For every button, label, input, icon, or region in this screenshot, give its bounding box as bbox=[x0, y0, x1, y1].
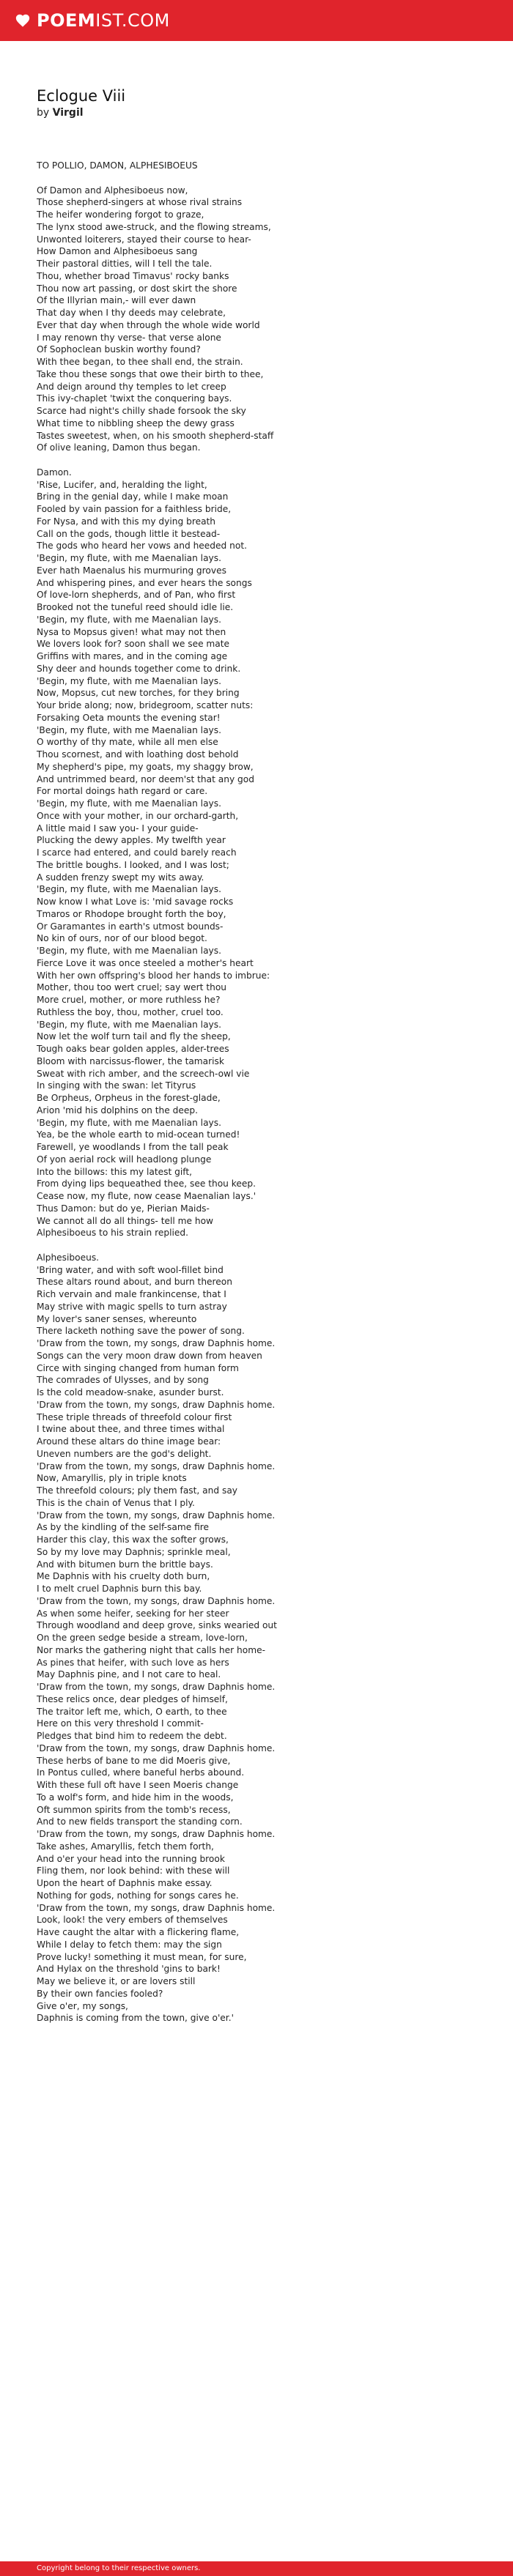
poem-line: 'Draw from the town, my songs, draw Daphnis home. bbox=[37, 1460, 276, 1471]
poem-line: And untrimmed beard, nor deem'st that any god bbox=[37, 773, 254, 784]
copyright-text: Copyright belong to their respective owners. bbox=[37, 2564, 201, 2572]
poem-line: 'Draw from the town, my songs, draw Daphnis home. bbox=[37, 1338, 276, 1348]
poem-line: Circe with singing changed from human form bbox=[37, 1362, 239, 1373]
poem-line: Harder this clay, this wax the softer grows, bbox=[37, 1534, 229, 1545]
poem-line: Me Daphnis with his cruelty doth burn, bbox=[37, 1571, 210, 1582]
poem-line: The traitor left me, which, O earth, to thee bbox=[37, 1706, 227, 1717]
poem-line: Take ashes, Amaryllis, fetch them forth, bbox=[37, 1841, 214, 1852]
poem-line: A sudden frenzy swept my wits away. bbox=[37, 872, 204, 883]
poem-line: So by my love may Daphnis; sprinkle meal, bbox=[37, 1546, 231, 1557]
poem-line: Nysa to Mopsus given! what may not then bbox=[37, 626, 226, 637]
poem-line: How Damon and Alphesiboeus sang bbox=[37, 246, 198, 257]
poem-line: Give o'er, my songs, bbox=[37, 2000, 128, 2011]
poem-line: Here on this very threshold I commit- bbox=[37, 1718, 204, 1729]
poem-line: Thou, whether broad Timavus' rocky banks bbox=[37, 270, 229, 281]
poem-line: Fooled by vain passion for a faithless bride, bbox=[37, 504, 232, 514]
poem-line: And with bitumen burn the brittle bays. bbox=[37, 1559, 213, 1570]
poem-line: Of olive leaning, Damon thus began. bbox=[37, 442, 201, 453]
poem-line: Of Damon and Alphesiboeus now, bbox=[37, 185, 188, 196]
poem-line: The lynx stood awe-struck, and the flowing streams, bbox=[37, 221, 271, 232]
poem-line: 'Begin, my flute, with me Maenalian lays. bbox=[37, 675, 221, 686]
poem-line: 'Draw from the town, my songs, draw Daphnis home. bbox=[37, 1829, 276, 1839]
poem-line: 'Draw from the town, my songs, draw Daphnis home. bbox=[37, 1399, 276, 1410]
poem-line: This is the chain of Venus that I ply. bbox=[37, 1497, 195, 1508]
poem-line: These relics once, dear pledges of himself, bbox=[37, 1693, 228, 1704]
poem-line: 'Draw from the town, my songs, draw Daphnis home. bbox=[37, 1902, 276, 1913]
poem-line: Ever hath Maenalus his murmuring groves bbox=[37, 565, 226, 576]
poem-line: Thus Damon: but do ye, Pierian Maids- bbox=[37, 1203, 210, 1214]
poem-line: Prove lucky! something it must mean, for sure, bbox=[37, 1951, 247, 1962]
poem-line: Take thou these songs that owe their birth to thee, bbox=[37, 368, 264, 379]
poem-line: Damon. bbox=[37, 467, 72, 478]
poem-line: Or Garamantes in earth's utmost bounds- bbox=[37, 921, 224, 932]
poem-line: Your bride along; now, bridegroom, scatter nuts: bbox=[37, 700, 254, 710]
poem-line: O worthy of thy mate, while all men else bbox=[37, 737, 218, 748]
poem-line: 'Begin, my flute, with me Maenalian lays. bbox=[37, 553, 221, 563]
poem-stanza bbox=[37, 467, 484, 1239]
poem-line: Thou scornest, and with loathing dost behold bbox=[37, 749, 239, 760]
poem-line: Upon the heart of Daphnis make essay. bbox=[37, 1878, 213, 1888]
site-name-light: IST.COM bbox=[95, 10, 170, 31]
poem-line: Uneven numbers are the god's delight. bbox=[37, 1448, 212, 1459]
poem-line: The comrades of Ulysses, and by song bbox=[37, 1375, 209, 1386]
poem-line: Forsaking Oeta mounts the evening star! bbox=[37, 712, 221, 723]
poem-line: In singing with the swan: let Tityrus bbox=[37, 1080, 196, 1091]
poem-line: Into the billows: this my latest gift, bbox=[37, 1166, 193, 1177]
poem-line: Bring in the genial day, while I make moan bbox=[37, 491, 229, 502]
poem-line: 'Begin, my flute, with me Maenalian lays. bbox=[37, 1019, 221, 1030]
poem-line: I may renown thy verse- that verse alone bbox=[37, 332, 221, 343]
poem-line: There lacketh nothing save the power of song. bbox=[37, 1326, 245, 1337]
poem-line: And Hylax on the threshold 'gins to bark! bbox=[37, 1964, 221, 1975]
poem-title: Eclogue Viii bbox=[37, 87, 126, 105]
poem-line: On the green sedge beside a stream, love-lorn, bbox=[37, 1633, 248, 1643]
poem-line: Around these altars do thine image bear: bbox=[37, 1436, 221, 1447]
poem-line: Pledges that bind him to redeem the debt. bbox=[37, 1731, 227, 1741]
poem-line: Have caught the altar with a flickering flame, bbox=[37, 1927, 240, 1937]
poem-line: Tastes sweetest, when, on his smooth shepherd-staff bbox=[37, 430, 274, 441]
poem-line: From dying lips bequeathed thee, see thou keep. bbox=[37, 1178, 256, 1189]
poem-line: Tough oaks bear golden apples, alder-trees bbox=[37, 1044, 229, 1054]
poem-line: Thou now art passing, or dost skirt the shore bbox=[37, 283, 237, 294]
poem-line: With her own offspring's blood her hands to imbrue: bbox=[37, 970, 270, 981]
poem-line: Mother, thou too wert cruel; say wert thou bbox=[37, 982, 227, 993]
poem-line: 'Begin, my flute, with me Maenalian lays. bbox=[37, 946, 221, 956]
poem-line: Daphnis is coming from the town, give o'er.' bbox=[37, 2013, 234, 2024]
byline bbox=[37, 106, 476, 119]
poem-line: Oft summon spirits from the tomb's recess, bbox=[37, 1804, 231, 1815]
poem-line: 'Begin, my flute, with me Maenalian lays. bbox=[37, 884, 221, 895]
poem-line: 'Begin, my flute, with me Maenalian lays. bbox=[37, 614, 221, 625]
poem-line: And o'er your head into the running brook bbox=[37, 1853, 225, 1864]
poem-line: Of the Illyrian main,- will ever dawn bbox=[37, 295, 196, 306]
poem-line: Fling them, nor look behind: with these will bbox=[37, 1866, 230, 1877]
poem-line: 'Draw from the town, my songs, draw Daphnis home. bbox=[37, 1510, 276, 1521]
poem-line: May strive with magic spells to turn astray bbox=[37, 1301, 227, 1312]
poem-line: These herbs of bane to me did Moeris give, bbox=[37, 1755, 231, 1766]
poem-stanza bbox=[37, 185, 484, 455]
poem-line: My shepherd's pipe, my goats, my shaggy brow, bbox=[37, 761, 254, 772]
poem-line: 'Bring water, and with soft wool-fillet bind bbox=[37, 1264, 224, 1275]
poem-line: Alphesiboeus. bbox=[37, 1252, 100, 1263]
poem-line: 'Draw from the town, my songs, draw Daphnis home. bbox=[37, 1742, 276, 1753]
poem-line: Now know I what Love is: 'mid savage rocks bbox=[37, 897, 234, 907]
poem-line: And to new fields transport the standing corn. bbox=[37, 1816, 243, 1827]
footer bbox=[0, 2561, 513, 2576]
poem-line: Shy deer and hounds together come to drink. bbox=[37, 663, 241, 674]
poem-line: Nor marks the gathering night that calls her home- bbox=[37, 1644, 265, 1655]
poem-line: I to melt cruel Daphnis burn this bay. bbox=[37, 1584, 202, 1594]
poem-line: 'Draw from the town, my songs, draw Daphnis home. bbox=[37, 1595, 276, 1606]
poem-line: While I delay to fetch them: may the sign bbox=[37, 1939, 222, 1950]
poem-line: And whispering pines, and ever hears the songs bbox=[37, 577, 252, 588]
poem-line: Now, Mopsus, cut new torches, for they bring bbox=[37, 688, 240, 699]
poem-line: And deign around thy temples to let creep bbox=[37, 381, 226, 392]
poem-line: Cease now, my flute, now cease Maenalian lays.' bbox=[37, 1191, 256, 1201]
poem-line: TO POLLIO, DAMON, ALPHESIBOEUS bbox=[37, 160, 198, 171]
poem-line: Arion 'mid his dolphins on the deep. bbox=[37, 1105, 198, 1116]
poem-line: With thee began, to thee shall end, the strain. bbox=[37, 357, 243, 367]
author-link[interactable]: Virgil bbox=[52, 107, 84, 119]
poem-line: This ivy-chaplet 'twixt the conquering bays. bbox=[37, 393, 232, 404]
site-name bbox=[37, 10, 170, 31]
poem-line: Brooked not the tuneful reed should idle lie. bbox=[37, 602, 234, 612]
poem-line: That day when I thy deeds may celebrate, bbox=[37, 308, 226, 318]
poem-line: Tmaros or Rhodope brought forth the boy, bbox=[37, 908, 226, 919]
poem-line: Their pastoral ditties, will I tell the tale. bbox=[37, 259, 213, 269]
heart-icon bbox=[15, 12, 31, 29]
poem-line: 'Draw from the town, my songs, draw Daphnis home. bbox=[37, 1682, 276, 1692]
poem-line: Be Orpheus, Orpheus in the forest-glade, bbox=[37, 1093, 221, 1103]
poem-line: Rich vervain and male frankincense, that I bbox=[37, 1289, 226, 1299]
poem-line: May Daphnis pine, and I not care to heal. bbox=[37, 1669, 221, 1680]
poem-line: For mortal doings hath regard or care. bbox=[37, 786, 208, 797]
poem-line: Look, look! the very embers of themselves bbox=[37, 1915, 228, 1926]
poem-line: By their own fancies fooled? bbox=[37, 1988, 163, 1999]
poem-line: Is the cold meadow-snake, asunder burst. bbox=[37, 1387, 224, 1398]
poem-line: We cannot all do all things- tell me how bbox=[37, 1215, 214, 1226]
poem-line: My lover's saner senses, whereunto bbox=[37, 1313, 197, 1324]
site-name-bold: POEM bbox=[37, 10, 96, 31]
poem-line: Bloom with narcissus-flower, the tamarisk bbox=[37, 1055, 224, 1066]
poem-stanza bbox=[37, 160, 484, 172]
poem-line: 'Begin, my flute, with me Maenalian lays. bbox=[37, 724, 221, 735]
poem-line: A little maid I saw you- I your guide- bbox=[37, 823, 199, 834]
poem-line: Of Sophoclean buskin worthy found? bbox=[37, 344, 201, 355]
poem-line: I twine about thee, and three times withal bbox=[37, 1424, 225, 1435]
poem-line: In Pontus culled, where baneful herbs abound. bbox=[37, 1767, 245, 1778]
poem-line: May we believe it, or are lovers still bbox=[37, 1976, 196, 1986]
poem-line: With these full oft have I seen Moeris change bbox=[37, 1780, 239, 1790]
by-label: by bbox=[37, 107, 50, 119]
poem-stanza bbox=[37, 1252, 484, 2024]
poem-line: We lovers look for? soon shall we see mate bbox=[37, 639, 230, 650]
poem-line: Scarce had night's chilly shade forsook the sky bbox=[37, 406, 246, 416]
poem-line: Now let the wolf turn tail and fly the sheep, bbox=[37, 1031, 231, 1042]
poem-line: Yea, be the whole earth to mid-ocean turned! bbox=[37, 1129, 240, 1140]
poem-line: Of love-lorn shepherds, and of Pan, who first bbox=[37, 590, 236, 601]
poem-line: These altars round about, and burn thereon bbox=[37, 1277, 232, 1288]
poem-line: Fierce Love it was once steeled a mother's heart bbox=[37, 957, 254, 968]
poem-line: Of yon aerial rock will headlong plunge bbox=[37, 1154, 212, 1165]
poem-line: To a wolf's form, and hide him in the woods, bbox=[37, 1792, 234, 1803]
poem-line: Nothing for gods, nothing for songs cares he. bbox=[37, 1890, 239, 1901]
poem-line: 'Begin, my flute, with me Maenalian lays. bbox=[37, 798, 221, 809]
poem-line: The brittle boughs. I looked, and I was lost; bbox=[37, 859, 229, 870]
site-logo[interactable] bbox=[15, 10, 170, 31]
poem-line: No kin of ours, nor of our blood begot. bbox=[37, 933, 207, 944]
poem-line: Griffins with mares, and in the coming age bbox=[37, 651, 228, 661]
top-bar bbox=[0, 0, 513, 41]
poem-heading bbox=[37, 86, 476, 119]
poem-line: These triple threads of threefold colour first bbox=[37, 1411, 232, 1422]
poem-line: Plucking the dewy apples. My twelfth year bbox=[37, 835, 226, 846]
poem-line: Those shepherd-singers at whose rival strains bbox=[37, 197, 243, 208]
poem-line: Now, Amaryllis, ply in triple knots bbox=[37, 1473, 187, 1484]
poem-line: As by the kindling of the self-same fire bbox=[37, 1522, 210, 1533]
poem-line: 'Begin, my flute, with me Maenalian lays. bbox=[37, 1117, 221, 1128]
poem-line: The heifer wondering forgot to graze, bbox=[37, 209, 204, 220]
poem-line: Ever that day when through the whole wide world bbox=[37, 319, 260, 330]
poem-line: What time to nibbling sheep the dewy grass bbox=[37, 417, 235, 428]
poem-line: The threefold colours; ply them fast, and say bbox=[37, 1485, 238, 1496]
poem-line: I scarce had entered, and could barely reach bbox=[37, 847, 237, 858]
poem-line: As when some heifer, seeking for her steer bbox=[37, 1608, 229, 1619]
poem-line: Ruthless the boy, thou, mother, cruel too. bbox=[37, 1006, 224, 1017]
poem-line: Through woodland and deep grove, sinks wearied out bbox=[37, 1620, 277, 1631]
poem-line: Once with your mother, in our orchard-garth, bbox=[37, 810, 239, 821]
poem-line: Alphesiboeus to his strain replied. bbox=[37, 1228, 188, 1239]
poem-line: Songs can the very moon draw down from heaven bbox=[37, 1350, 262, 1361]
poem-line: The gods who heard her vows and heeded not. bbox=[37, 541, 247, 552]
poem-line: 'Rise, Lucifer, and, heralding the light, bbox=[37, 479, 207, 490]
poem-body bbox=[37, 160, 484, 2037]
poem-line: Call on the gods, though little it bestead- bbox=[37, 528, 221, 539]
poem-line: For Nysa, and with this my dying breath bbox=[37, 516, 216, 527]
poem-line: Unwonted loiterers, stayed their course to hear- bbox=[37, 234, 251, 245]
poem-line: Sweat with rich amber, and the screech-owl vie bbox=[37, 1068, 250, 1079]
poem-line: More cruel, mother, or more ruthless he? bbox=[37, 995, 221, 1005]
poem-line: Farewell, ye woodlands I from the tall peak bbox=[37, 1142, 229, 1152]
poem-line: As pines that heifer, with such love as hers bbox=[37, 1657, 229, 1668]
